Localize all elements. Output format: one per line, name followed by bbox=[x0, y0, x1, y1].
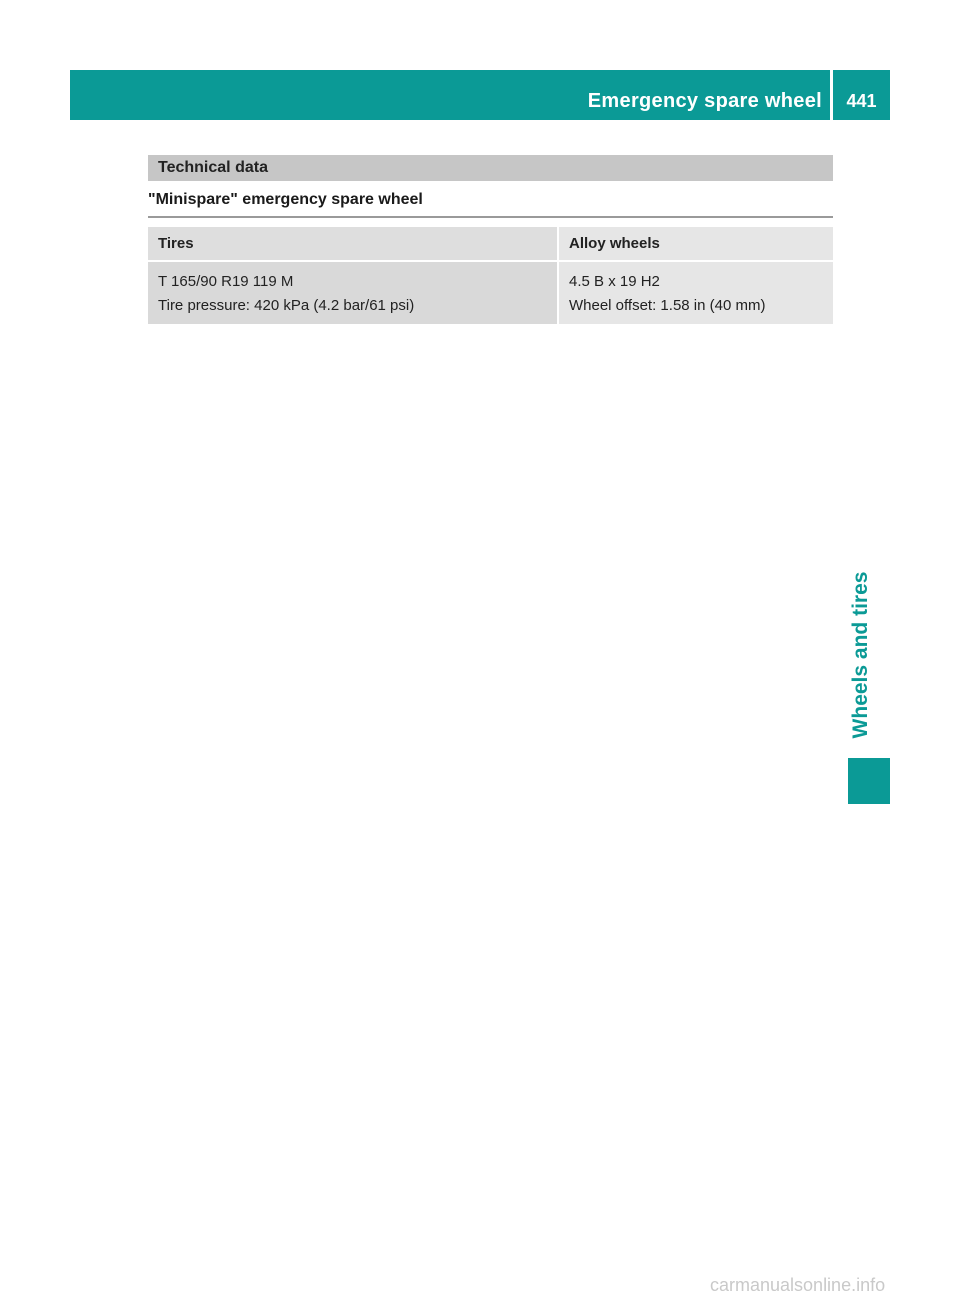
table-header-row bbox=[148, 227, 833, 261]
column-header-tires: Tires bbox=[148, 227, 558, 261]
chapter-side-tab-label: Wheels and tires bbox=[849, 571, 872, 739]
header-title: Emergency spare wheel bbox=[587, 90, 822, 112]
chapter-side-tab bbox=[846, 560, 876, 750]
subheading-divider bbox=[148, 216, 833, 218]
table-subheading: "Minispare" emergency spare wheel bbox=[148, 191, 423, 208]
page-number: 441 bbox=[846, 91, 877, 111]
tire-size: T 165/90 R19 119 M bbox=[158, 273, 294, 290]
chapter-tab-marker bbox=[848, 758, 890, 804]
tire-pressure: Tire pressure: 420 kPa (4.2 bar/61 psi) bbox=[158, 297, 415, 314]
section-title-bar bbox=[148, 155, 833, 181]
page-header bbox=[70, 70, 890, 120]
wheel-size: 4.5 B x 19 H2 bbox=[569, 273, 660, 290]
cell-alloy-wheels bbox=[558, 261, 833, 324]
column-header-alloy-wheels: Alloy wheels bbox=[558, 227, 833, 261]
cell-tires bbox=[148, 261, 558, 324]
wheel-offset: Wheel offset: 1.58 in (40 mm) bbox=[569, 297, 766, 314]
table-row bbox=[148, 261, 833, 324]
section-title: Technical data bbox=[158, 159, 268, 176]
spare-wheel-spec-table bbox=[148, 227, 833, 324]
watermark: carmanualsonline.info bbox=[710, 1275, 886, 1295]
